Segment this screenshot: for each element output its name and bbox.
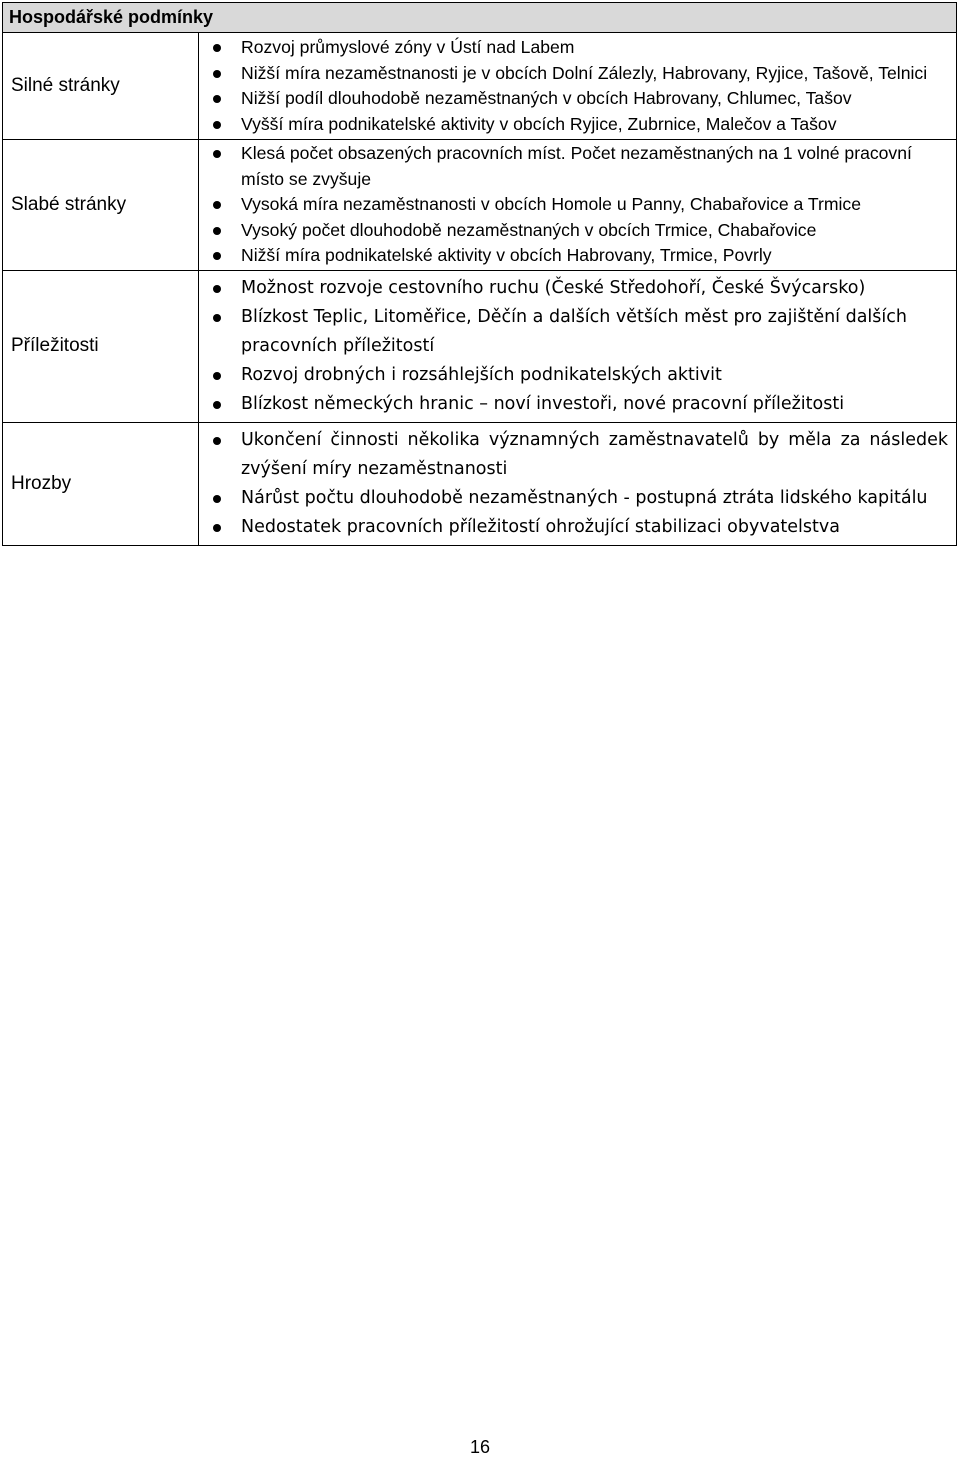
table-row-opportunities xyxy=(3,270,957,422)
list-item: Nižší podíl dlouhodobě nezaměstnaných v obcích Habrovany, Chlumec, Tašov xyxy=(199,86,956,112)
page-number: 16 xyxy=(469,1437,491,1457)
table-row-weaknesses xyxy=(3,140,957,271)
list-item: Vysoký počet dlouhodobě nezaměstnaných v obcích Trmice, Chabařovice xyxy=(199,218,956,244)
list-item: Možnost rozvoje cestovního ruchu (České Středohoří, České Švýcarsko) xyxy=(199,274,956,303)
list-item: Vyšší míra podnikatelské aktivity v obcích Ryjice, Zubrnice, Malečov a Tašov xyxy=(199,112,956,138)
list-item: Klesá počet obsazených pracovních míst. Počet nezaměstnaných na 1 volné pracovní místo se zvyšuje xyxy=(199,141,956,192)
table-header: Hospodářské podmínky xyxy=(3,3,957,33)
list-item: Blízkost německých hranic – noví investoři, nové pracovní příležitosti xyxy=(199,390,956,419)
swot-table xyxy=(2,2,957,546)
weaknesses-list xyxy=(199,140,956,270)
strengths-list xyxy=(199,33,956,139)
list-item: Nižší míra nezaměstnanosti je v obcích Dolní Zálezly, Habrovany, Ryjice, Tašově, Telnici xyxy=(199,61,956,87)
table-row-threats xyxy=(3,422,957,545)
list-item: Rozvoj průmyslové zóny v Ústí nad Labem xyxy=(199,35,956,61)
list-item: Nárůst počtu dlouhodobě nezaměstnaných - postupná ztráta lidského kapitálu xyxy=(199,484,956,513)
category-label-opportunities: Příležitosti xyxy=(3,270,199,422)
list-item: Blízkost Teplic, Litoměřice, Děčín a dalších větších měst pro zajištění dalších pracovních příležitostí xyxy=(199,303,956,361)
list-item: Vysoká míra nezaměstnanosti v obcích Homole u Panny, Chabařovice a Trmice xyxy=(199,192,956,218)
threats-list xyxy=(199,423,956,545)
list-item: Ukončení činnosti několika významných zaměstnavatelů by měla za následek zvýšení míry nezaměstnanosti xyxy=(199,426,956,484)
list-item: Nedostatek pracovních příležitostí ohrožující stabilizaci obyvatelstva xyxy=(199,513,956,542)
category-label-threats: Hrozby xyxy=(3,422,199,545)
list-item: Rozvoj drobných i rozsáhlejších podnikatelských aktivit xyxy=(199,361,956,390)
category-label-weaknesses: Slabé stránky xyxy=(3,140,199,271)
opportunities-list xyxy=(199,271,956,422)
table-row-strengths xyxy=(3,33,957,140)
list-item: Nižší míra podnikatelské aktivity v obcích Habrovany, Trmice, Povrly xyxy=(199,243,956,269)
category-label-strengths: Silné stránky xyxy=(3,33,199,140)
